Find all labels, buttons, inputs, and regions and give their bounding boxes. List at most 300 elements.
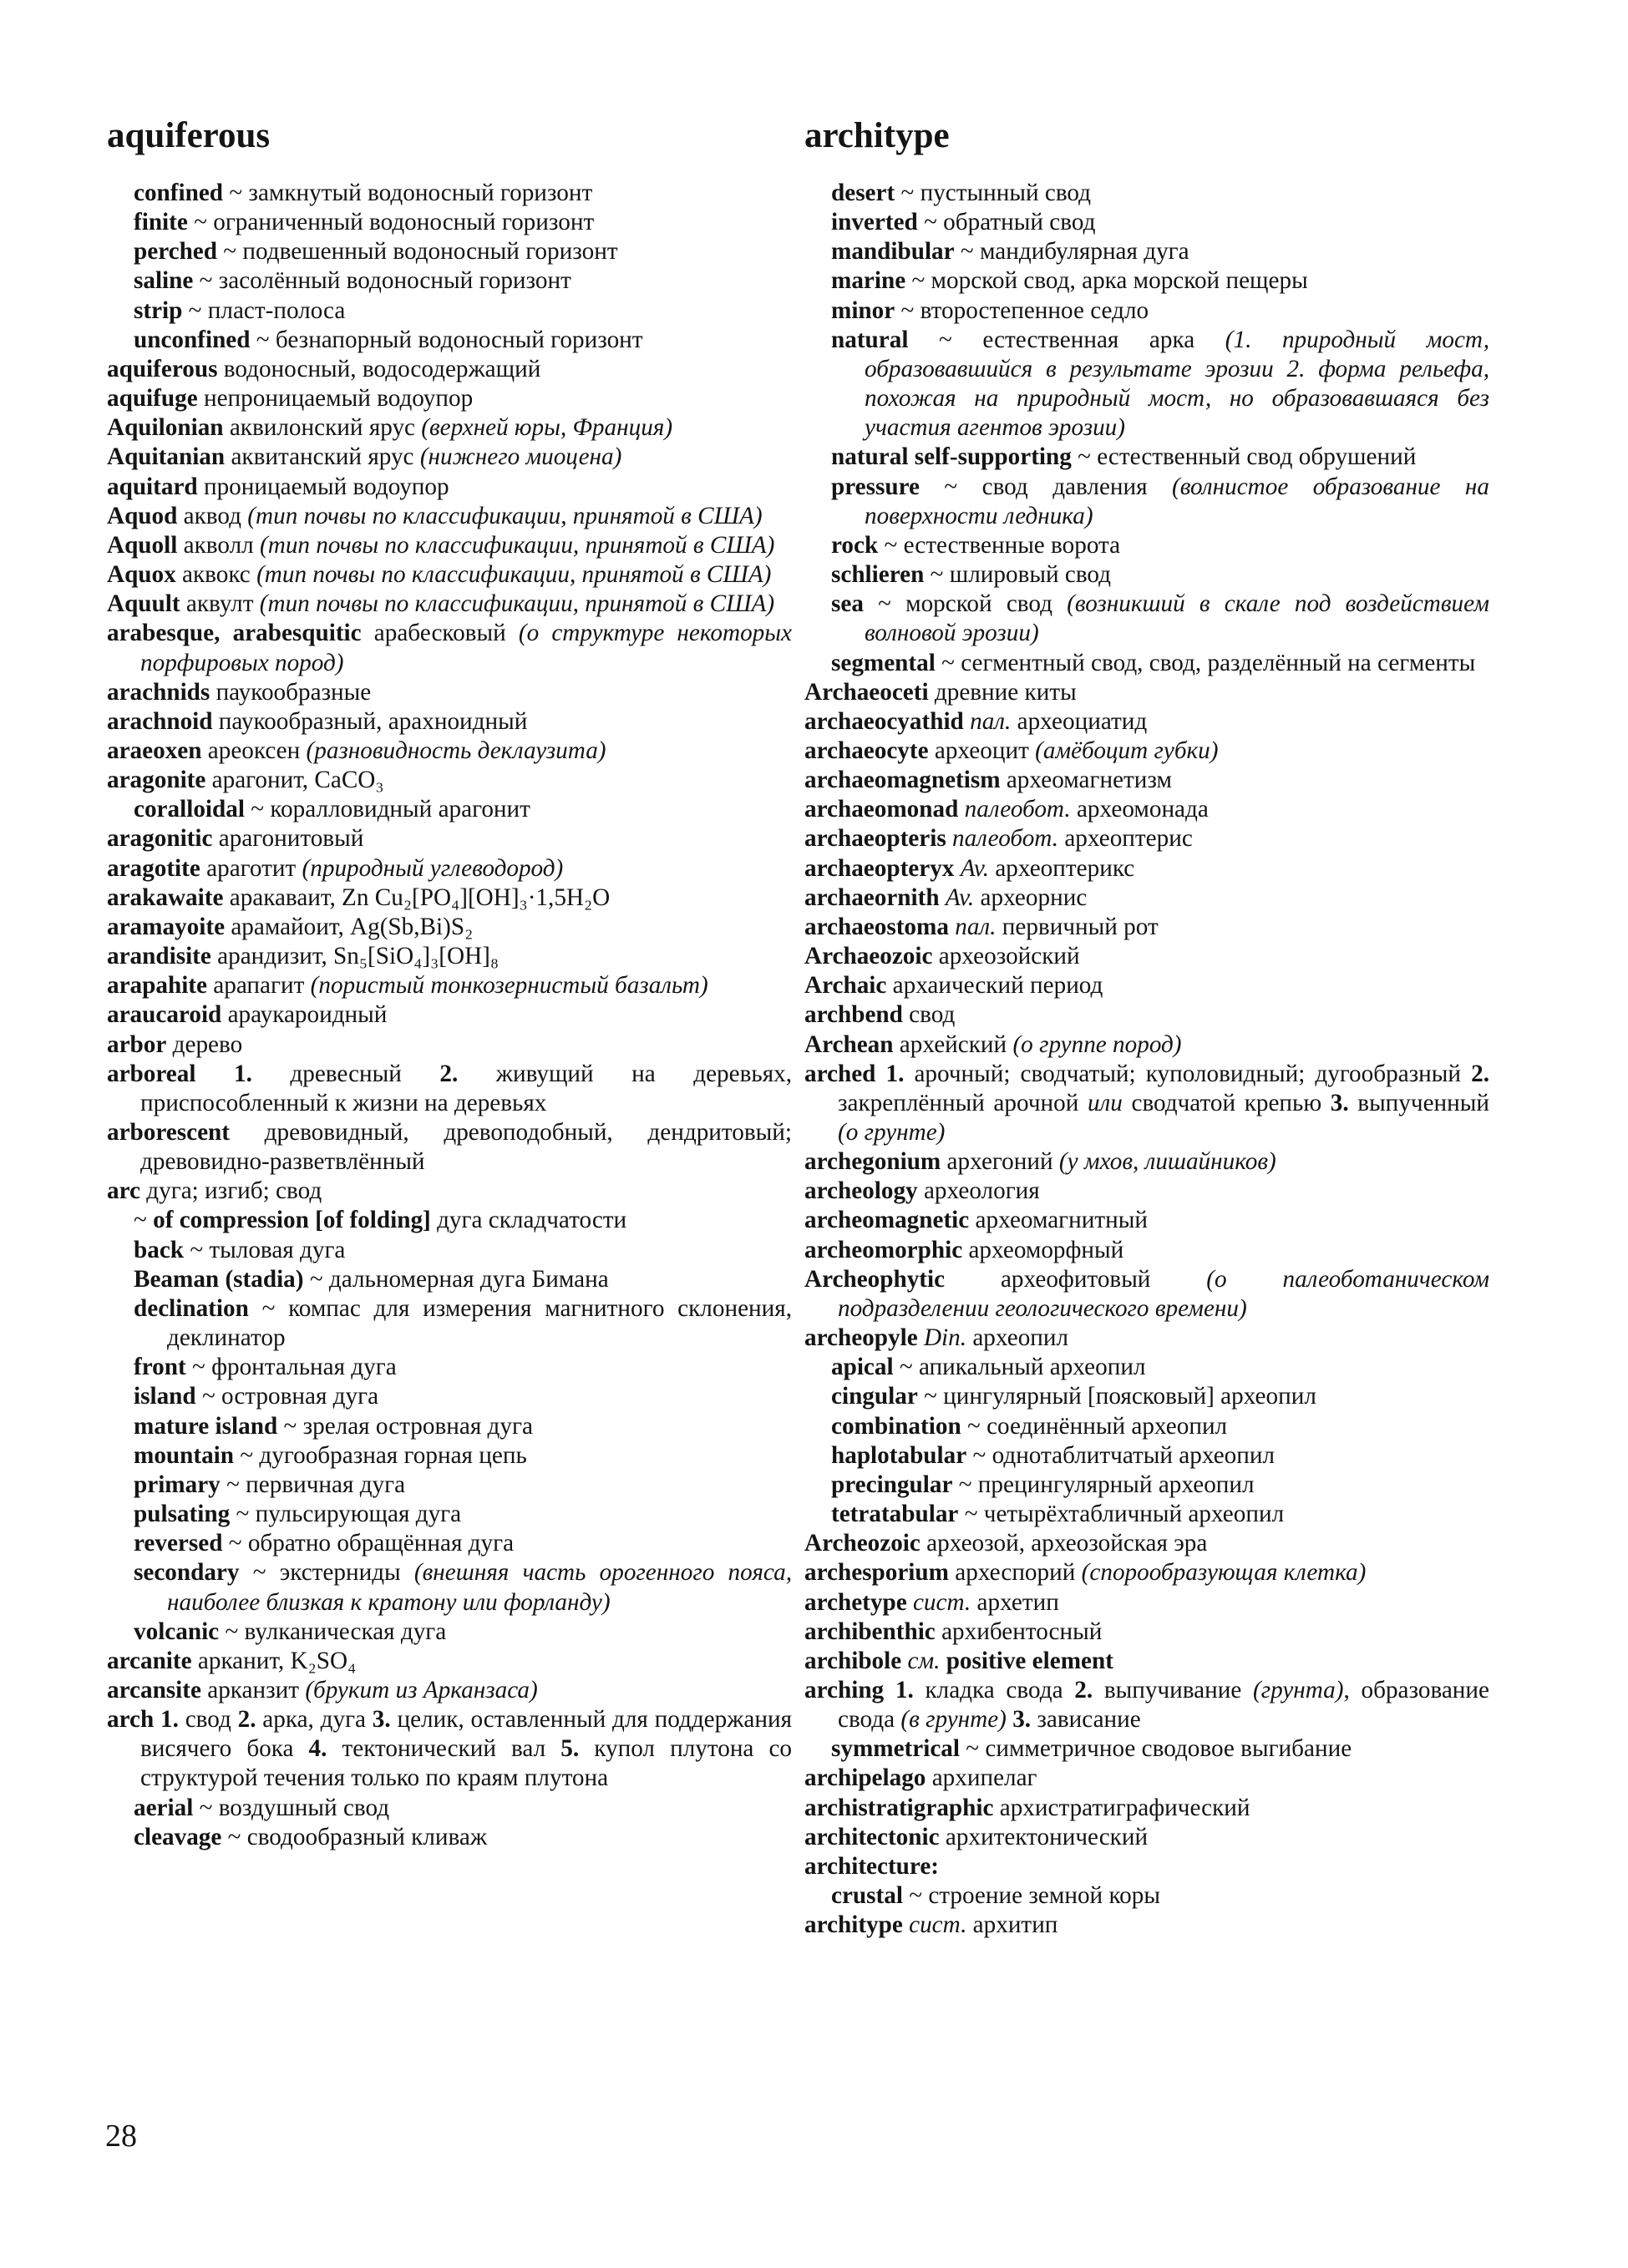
headword: archaeocyte — [804, 737, 929, 764]
gloss-note: палеобот. — [964, 796, 1071, 823]
headword: segmental — [831, 649, 936, 676]
gloss-note: или — [1087, 1089, 1123, 1116]
gloss-note: (пористый тонкозернистый базальт) — [310, 972, 708, 1000]
gloss-note: (1. природный мост, образовавшийся в результате эрозии 2. форма рельефа, похожая на природный мост, но образовавшаяся без участия агентов эрозии) — [865, 326, 1489, 442]
headword: archeopyle — [804, 1324, 918, 1352]
sub-entry — [804, 1441, 1489, 1471]
translation — [964, 708, 970, 735]
translation: акволл — [177, 531, 261, 559]
headword: rock — [831, 531, 879, 559]
translation: выпученный — [1348, 1089, 1489, 1116]
sub-entry — [107, 1794, 792, 1823]
dictionary-entry — [107, 766, 792, 795]
headword: saline — [134, 267, 194, 295]
translation: ~ мандибулярная дуга — [954, 238, 1189, 266]
dictionary-entry — [804, 678, 1489, 707]
headword: 1. — [160, 1706, 179, 1734]
gloss-note: сист. — [909, 1911, 967, 1939]
translation: арочный; сводчатый; куполовидный; дугообразный — [904, 1060, 1472, 1087]
translation — [907, 1589, 913, 1616]
translation: паукообразный, арахноидный — [212, 707, 528, 735]
sub-entry — [107, 237, 792, 266]
headword: natural self-supporting — [831, 443, 1072, 471]
dictionary-entry — [107, 1060, 792, 1118]
translation: аквилонский ярус — [223, 414, 422, 442]
dictionary-entry — [804, 971, 1489, 1000]
translation: ~ зрелая островная дуга — [277, 1412, 533, 1440]
sub-entry — [107, 1206, 792, 1235]
gloss-note: (о группе пород) — [1012, 1030, 1182, 1058]
sub-entry — [804, 237, 1489, 266]
headword: coralloidal — [134, 796, 245, 823]
translation — [954, 855, 960, 882]
headword: aquifuge — [107, 385, 198, 413]
gloss-note: (возникший в скале под воздействием волновой эрозии) — [865, 590, 1489, 647]
translation: проницаемый водоупор — [197, 473, 449, 500]
translation: ~ обратно обращённая дуга — [222, 1530, 515, 1557]
dictionary-entry — [107, 737, 792, 766]
headword: Archeophytic — [804, 1265, 946, 1293]
headword: archaeocyathid — [804, 707, 964, 735]
translation — [918, 1324, 924, 1351]
dictionary-entry — [804, 1852, 1489, 1881]
translation: археомагнетизм — [1000, 767, 1172, 794]
dictionary-entry — [804, 1236, 1489, 1265]
headword: 2. — [237, 1706, 256, 1734]
gloss-note: пал. — [970, 707, 1012, 735]
sub-entry — [107, 1382, 792, 1411]
translation: араготит — [200, 854, 302, 882]
gloss-note: (о структуре некоторых порфировых пород) — [140, 620, 792, 676]
dictionary-entry — [804, 1558, 1489, 1587]
translation: ~ пульсирующая дуга — [230, 1501, 462, 1528]
translation: аквулт — [180, 590, 260, 618]
translation: выпучивание — [1093, 1676, 1253, 1704]
gloss-note: (тип почвы по классификации, принятой в США) — [259, 590, 775, 618]
translation: архейский — [893, 1030, 1013, 1058]
translation: ~ морской свод, арка морской пещеры — [905, 267, 1308, 295]
sub-entry — [804, 1412, 1489, 1441]
dictionary-entry — [107, 619, 792, 677]
translation: археспорий — [948, 1559, 1082, 1587]
headword: architype — [804, 1911, 903, 1939]
translation: архегоний — [941, 1148, 1059, 1176]
headword: archetype — [804, 1588, 907, 1616]
translation: архаический период — [886, 972, 1103, 1000]
dictionary-entry — [804, 707, 1489, 737]
dictionary-entry — [107, 443, 792, 472]
headword: araucaroid — [107, 1001, 222, 1029]
translation: археопил — [966, 1324, 1069, 1352]
translation — [195, 1061, 234, 1087]
dictionary-entry — [804, 1147, 1489, 1177]
translation: ~ компас для измерения магнитного склонения, деклинатор — [167, 1294, 792, 1352]
headword: strip — [134, 296, 183, 324]
translation — [901, 1648, 907, 1674]
headword: arakawaite — [107, 883, 224, 911]
translation: архитектонический — [939, 1823, 1149, 1850]
dictionary-entry — [804, 1265, 1489, 1324]
dictionary-entry — [804, 1030, 1489, 1060]
translation: древесный — [251, 1060, 440, 1087]
headword: archaeomagnetism — [804, 767, 1001, 794]
headword: 1. — [233, 1060, 252, 1087]
translation: археомагнитный — [969, 1207, 1148, 1234]
sub-entry — [107, 1471, 792, 1500]
headword: pressure — [831, 473, 920, 500]
headword: haplotabular — [831, 1441, 967, 1469]
headword: araeoxen — [107, 737, 202, 764]
dictionary-entry — [804, 1676, 1489, 1734]
gloss-note: Av. — [945, 883, 975, 911]
gloss-note: (нижнего миоцена) — [419, 443, 622, 471]
translation: археозой, археозойская эра — [920, 1530, 1208, 1557]
headword: positive element — [946, 1647, 1113, 1674]
translation: археоптерикс — [989, 854, 1135, 882]
sub-entry — [804, 179, 1489, 208]
gloss-note: (брукит из Арканзаса) — [305, 1676, 538, 1704]
left-column — [107, 179, 792, 1852]
headword: 2. — [1471, 1060, 1489, 1087]
sub-entry — [107, 179, 792, 208]
translation: археозойский — [932, 943, 1080, 970]
headword: Aquoll — [107, 531, 178, 559]
sub-entry — [107, 1412, 792, 1441]
translation: арканзит — [200, 1676, 306, 1704]
dictionary-entry — [107, 1177, 792, 1206]
translation: древние киты — [928, 678, 1077, 706]
headword: Aquilonian — [107, 414, 224, 442]
gloss-note: Din. — [923, 1324, 967, 1352]
translation: ~ островная дуга — [195, 1383, 379, 1410]
headword: pulsating — [134, 1501, 231, 1528]
translation: арабесковый — [361, 620, 519, 647]
headword: archipelago — [804, 1764, 926, 1792]
gloss-note: (внешняя часть орогенного пояса, наиболее близкая к кратону или форланду) — [167, 1559, 792, 1616]
dictionary-entry — [804, 1794, 1489, 1823]
translation: древовидный, древоподобный, дендритовый; древовидно-разветвлённый — [140, 1119, 792, 1176]
translation: непроницаемый водоупор — [197, 385, 474, 413]
translation: ~ четырёхтабличный археопил — [958, 1501, 1285, 1528]
dictionary-entry — [107, 502, 792, 531]
translation: арапагит — [207, 972, 311, 1000]
headword: Aquod — [107, 502, 178, 529]
dictionary-entry — [107, 1118, 792, 1177]
dictionary-entry — [107, 1647, 792, 1676]
translation: ~ ограниченный водоносный горизонт — [187, 209, 595, 236]
translation: ~ соединённый археопил — [961, 1412, 1228, 1440]
headword: arcansite — [107, 1676, 201, 1704]
running-head-left: aquiferous — [107, 116, 271, 155]
translation — [884, 1677, 895, 1704]
translation: араукароидный — [221, 1001, 388, 1029]
translation: ~ обратный свод — [917, 209, 1096, 236]
headword: aragonitic — [107, 825, 213, 853]
gloss-note: (верхней юры, Франция) — [421, 414, 673, 442]
dictionary-entry — [804, 1177, 1489, 1206]
headword: arachnoid — [107, 707, 213, 735]
headword: symmetrical — [831, 1735, 960, 1763]
dictionary-entry — [804, 913, 1489, 942]
headword: unconfined — [134, 326, 251, 353]
translation: арка, дуга — [256, 1706, 373, 1734]
dictionary-entry — [804, 1000, 1489, 1030]
headword: aquiferous — [107, 355, 218, 382]
translation: архистратиграфический — [993, 1794, 1250, 1821]
gloss-note: (волнистое образование на поверхности ледника) — [865, 473, 1489, 529]
headword: apical — [831, 1354, 894, 1381]
translation — [154, 1706, 160, 1733]
translation: ареоксен — [201, 737, 307, 764]
dictionary-entry — [804, 1911, 1489, 1940]
translation: аквокс — [175, 561, 257, 589]
headword: sea — [831, 590, 864, 618]
dictionary-entry — [107, 883, 792, 913]
dictionary-entry — [107, 1030, 792, 1060]
translation: тектонический вал — [327, 1735, 561, 1763]
headword: mandibular — [831, 238, 955, 266]
translation: ~ сегментный свод, свод, разделённый на сегменты — [935, 649, 1476, 676]
dictionary-entry — [804, 1617, 1489, 1647]
dictionary-entry — [804, 942, 1489, 971]
headword: archaeopteryx — [804, 854, 955, 882]
dictionary-entry — [107, 824, 792, 853]
headword: aquitard — [107, 473, 198, 500]
translation: первичный рот — [996, 913, 1159, 940]
sub-entry — [804, 649, 1489, 678]
headword: archeomagnetic — [804, 1207, 970, 1234]
headword: 3. — [1012, 1706, 1032, 1734]
translation — [940, 884, 946, 911]
translation: археоциатид — [1011, 707, 1148, 735]
headword: architectonic — [804, 1823, 940, 1850]
sub-entry — [804, 1382, 1489, 1411]
headword: arapahite — [107, 972, 207, 1000]
translation: ~ цингулярный [поясковый] археопил — [917, 1383, 1316, 1410]
headword: confined — [134, 180, 224, 206]
page-number: 28 — [105, 2119, 137, 2154]
headword: Aquult — [107, 590, 180, 618]
translation: аракаваит, Zn Cu₂[PO₄][OH]₃·1,5H₂O — [223, 883, 611, 911]
headword: aerial — [134, 1794, 194, 1821]
dictionary-entry — [804, 1647, 1489, 1676]
headword: desert — [831, 180, 895, 206]
headword: aramayoite — [107, 913, 226, 940]
headword: Aquitanian — [107, 443, 226, 471]
translation: зависание — [1031, 1706, 1141, 1734]
sub-entry — [804, 296, 1489, 326]
headword: arabesque, arabesquitic — [107, 620, 362, 647]
sub-entry — [804, 590, 1489, 648]
headword: mature island — [134, 1412, 278, 1440]
dictionary-entry — [804, 1206, 1489, 1235]
translation: свод — [902, 1001, 956, 1029]
headword: aragonite — [107, 767, 206, 794]
translation: архипелаг — [926, 1764, 1037, 1792]
dictionary-entry — [804, 737, 1489, 766]
sub-entry — [804, 443, 1489, 472]
translation: архибентосный — [935, 1617, 1103, 1645]
translation: ~ морской свод — [863, 590, 1068, 618]
translation: археология — [917, 1177, 1040, 1205]
translation — [940, 1648, 946, 1674]
dictionary-entry — [804, 795, 1489, 824]
headword: arc — [107, 1177, 140, 1205]
gloss-note: (спорообразующая клетка) — [1081, 1559, 1367, 1587]
dictionary-entry — [804, 1324, 1489, 1353]
headword: island — [134, 1383, 196, 1410]
sub-entry — [107, 1294, 792, 1353]
headword: secondary — [134, 1559, 240, 1587]
headword: front — [134, 1354, 186, 1381]
translation: арагонит, CaCO₃ — [205, 767, 384, 794]
headword: back — [134, 1236, 185, 1263]
headword: arandisite — [107, 943, 211, 970]
gloss-note: (о палеоботаническом подразделении геологического времени) — [838, 1265, 1489, 1322]
right-column — [804, 179, 1489, 1940]
translation: ~ подвешенный водоносный горизонт — [217, 238, 618, 266]
translation: ~ однотаблитчатый археопил — [966, 1441, 1276, 1469]
translation: ~ фронтальная дуга — [185, 1354, 397, 1381]
translation: ~ симметричное сводовое выгибание — [959, 1735, 1352, 1763]
gloss-note: сист. — [912, 1588, 971, 1616]
translation: ~ дальномерная дуга Бимана — [303, 1265, 609, 1293]
dictionary-entry — [804, 854, 1489, 883]
dictionary-entry — [107, 590, 792, 619]
dictionary-entry — [107, 942, 792, 971]
sub-entry — [804, 266, 1489, 296]
translation: ~ — [134, 1207, 154, 1234]
headword: declination — [134, 1294, 249, 1322]
headword: 2. — [439, 1060, 459, 1087]
translation: арканит, K₂SO₄ — [191, 1647, 357, 1674]
dictionary-entry — [107, 560, 792, 590]
translation: ~ строение земной коры — [902, 1882, 1160, 1910]
headword: finite — [134, 209, 188, 236]
headword: tetratabular — [831, 1501, 959, 1528]
headword: archibenthic — [804, 1617, 936, 1645]
headword: cleavage — [134, 1823, 222, 1850]
sub-entry — [804, 1500, 1489, 1529]
headword: archeology — [804, 1177, 918, 1205]
dictionary-entry — [107, 384, 792, 413]
translation: паукообразные — [210, 678, 372, 706]
headword: archaeopteris — [804, 825, 946, 853]
sub-entry — [107, 1236, 792, 1265]
headword: arboreal — [107, 1060, 196, 1087]
translation: ~ вулканическая дуга — [219, 1617, 447, 1645]
headword: minor — [831, 296, 895, 324]
translation: , образование свода — [838, 1676, 1489, 1734]
headword: 3. — [1330, 1089, 1349, 1116]
sub-entry — [804, 1734, 1489, 1764]
dictionary-entry — [804, 1823, 1489, 1852]
dictionary-entry — [804, 1529, 1489, 1558]
translation: сводчатой крепью — [1122, 1089, 1331, 1116]
translation: ~ замкнутый водоносный горизонт — [223, 180, 593, 206]
sub-entry — [804, 531, 1489, 560]
translation: свод — [178, 1706, 238, 1734]
sub-entry — [804, 1881, 1489, 1911]
sub-entry — [107, 1617, 792, 1647]
dictionary-entry — [107, 1705, 792, 1793]
translation: арандизит, Sn₅[SiO₄]₃[OH]₈ — [210, 943, 500, 970]
headword: primary — [134, 1471, 221, 1498]
headword: arcanite — [107, 1647, 192, 1674]
sub-entry — [804, 560, 1489, 590]
gloss-note: (грунта) — [1253, 1676, 1344, 1704]
translation: ~ шлировый свод — [924, 561, 1112, 589]
headword: Archeozoic — [804, 1530, 921, 1557]
headword: marine — [831, 267, 906, 295]
translation: археомонада — [1070, 796, 1209, 823]
sub-entry — [804, 1353, 1489, 1382]
dictionary-entry — [107, 678, 792, 707]
translation: ~ коралловидный арагонит — [244, 796, 530, 823]
headword: archaeornith — [804, 883, 940, 911]
translation: археорнис — [974, 883, 1088, 911]
translation: ~ пласт-полоса — [182, 296, 346, 324]
headword: archeomorphic — [804, 1236, 963, 1263]
gloss-note: (о грунте) — [838, 1119, 946, 1146]
translation: ~ прецингулярный археопил — [952, 1471, 1255, 1498]
dictionary-entry — [107, 913, 792, 942]
dictionary-entry — [107, 707, 792, 737]
headword: inverted — [831, 209, 918, 236]
headword: 2. — [1074, 1676, 1093, 1704]
sub-entry — [107, 795, 792, 824]
translation: аквитанский ярус — [225, 443, 420, 471]
translation: архитип — [966, 1911, 1058, 1939]
headword: precingular — [831, 1471, 953, 1498]
sub-entry — [107, 326, 792, 355]
translation: ~ первичная дуга — [220, 1471, 406, 1498]
headword: archibole — [804, 1647, 902, 1674]
translation: ~ тыловая дуга — [184, 1236, 346, 1263]
gloss-note: см. — [907, 1647, 941, 1674]
headword: Beaman (stadia) — [134, 1265, 304, 1293]
gloss-note: (у мхов, лишайников) — [1058, 1148, 1276, 1176]
headword: 4. — [308, 1735, 327, 1763]
sub-entry — [107, 1823, 792, 1852]
sub-entry — [804, 326, 1489, 443]
dictionary-entry — [107, 413, 792, 443]
translation — [946, 825, 952, 852]
sub-entry — [107, 296, 792, 326]
headword: 5. — [560, 1735, 580, 1763]
translation: водоносный, водосодержащий — [217, 355, 541, 382]
dictionary-entry — [107, 1000, 792, 1030]
headword: archesporium — [804, 1559, 949, 1587]
sub-entry — [804, 473, 1489, 531]
translation: археоцит — [928, 737, 1036, 764]
dictionary-entry — [804, 1588, 1489, 1617]
headword: arched — [804, 1060, 876, 1087]
translation: купол плутона со структурой течения только по краям плутона — [140, 1735, 793, 1792]
headword: Archaeozoic — [804, 943, 933, 970]
gloss-note: (в грунте) — [900, 1706, 1007, 1734]
sub-entry — [107, 1265, 792, 1294]
translation: аквод — [177, 502, 248, 529]
headword: crustal — [831, 1882, 903, 1910]
headword: of compression [of folding] — [153, 1207, 431, 1234]
sub-entry — [107, 266, 792, 296]
translation: археоптерис — [1058, 825, 1193, 853]
headword: cingular — [831, 1383, 918, 1410]
translation: живущий на деревьях, приспособленный к жизни на деревьях — [140, 1060, 793, 1116]
translation: ~ сводообразный кливаж — [221, 1823, 488, 1850]
dictionary-entry — [804, 766, 1489, 795]
